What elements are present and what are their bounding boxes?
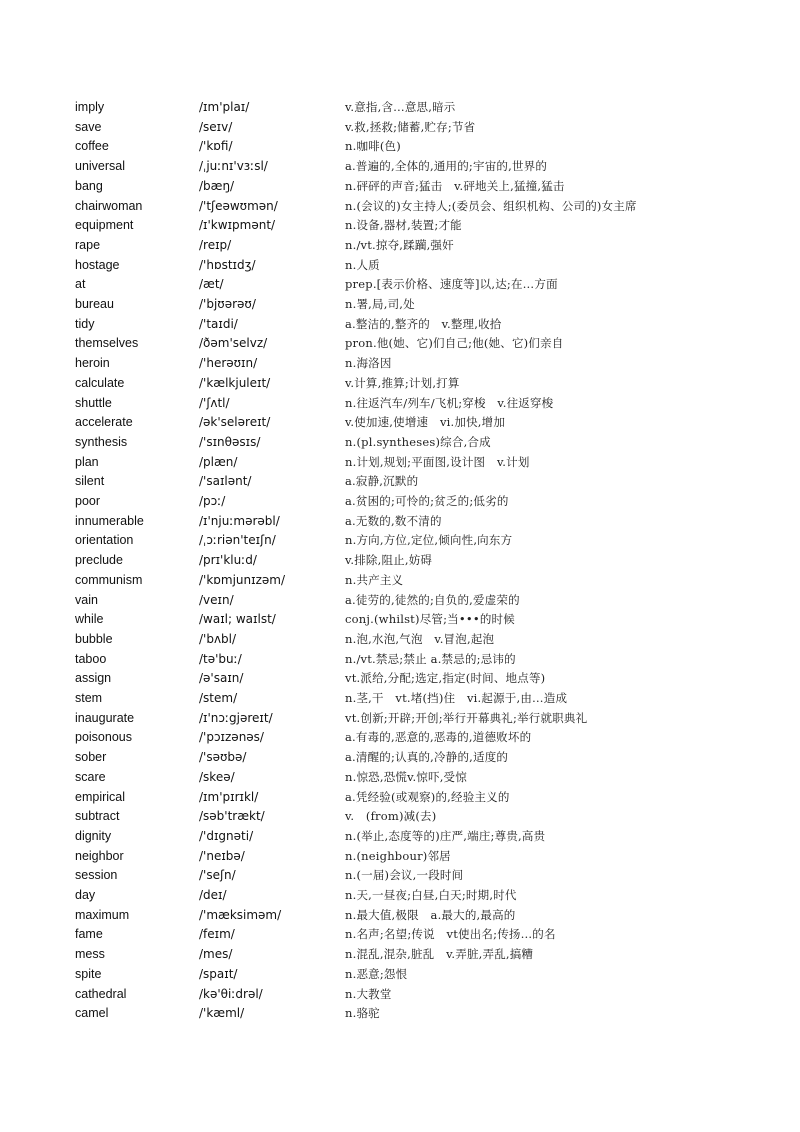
vocab-row bbox=[0, 552, 800, 572]
vocab-row bbox=[0, 513, 800, 533]
vocab-word: empirical bbox=[75, 789, 126, 804]
vocab-phonetic: /prɪ'kluːd/ bbox=[199, 553, 257, 568]
vocab-phonetic: /bæŋ/ bbox=[199, 178, 235, 193]
vocab-definition: n.往返汽车/列车/飞机;穿梭 v.往返穿梭 bbox=[345, 395, 554, 410]
vocab-definition: n.(neighbour)邻居 bbox=[345, 848, 451, 863]
vocab-row bbox=[0, 138, 800, 158]
vocab-definition: n.人质 bbox=[345, 257, 380, 272]
vocab-phonetic: /'kɒfi/ bbox=[199, 139, 233, 154]
vocab-definition: n.茎,干 vt.堵(挡)住 vi.起源于,由…造成 bbox=[345, 691, 568, 705]
vocab-word: themselves bbox=[75, 336, 139, 351]
vocab-phonetic: /'hɒstɪdʒ/ bbox=[199, 257, 256, 272]
vocab-word: universal bbox=[75, 159, 126, 174]
vocab-definition: n.(pl.syntheses)综合,合成 bbox=[345, 434, 491, 449]
vocab-definition: n.咖啡(色) bbox=[345, 139, 401, 154]
vocab-row bbox=[0, 749, 800, 769]
vocab-definition: n.骆驼 bbox=[345, 1006, 380, 1021]
vocab-definition: v.使加速,使增速 vi.加快,增加 bbox=[345, 415, 506, 430]
vocab-word: at bbox=[75, 277, 86, 292]
vocab-word: taboo bbox=[75, 651, 107, 666]
vocab-row bbox=[0, 966, 800, 986]
vocab-row bbox=[0, 926, 800, 946]
vocab-phonetic: /'seʃn/ bbox=[199, 868, 236, 883]
vocab-phonetic: /feɪm/ bbox=[199, 927, 235, 942]
vocab-row bbox=[0, 572, 800, 592]
vocab-row bbox=[0, 651, 800, 671]
vocab-word: tidy bbox=[75, 316, 95, 331]
vocab-word: while bbox=[75, 612, 104, 627]
vocab-phonetic: /tə'buː/ bbox=[199, 651, 242, 666]
vocab-row bbox=[0, 395, 800, 415]
vocab-word: inaugurate bbox=[75, 710, 135, 725]
vocab-definition: vt.派给,分配;选定,指定(时间、地点等) bbox=[345, 671, 546, 686]
vocab-word: bubble bbox=[75, 631, 113, 646]
vocab-row bbox=[0, 99, 800, 119]
vocab-word: plan bbox=[75, 454, 99, 469]
vocab-row bbox=[0, 808, 800, 828]
vocab-row bbox=[0, 434, 800, 454]
vocab-word: vain bbox=[75, 592, 98, 607]
vocab-definition: n.恶意;怨恨 bbox=[345, 966, 408, 981]
vocab-phonetic: /'pɔɪzənəs/ bbox=[199, 730, 264, 745]
vocab-phonetic: /ɪ'nɔːgjəreɪt/ bbox=[199, 710, 273, 725]
vocab-phonetic: /'herəʊɪn/ bbox=[199, 356, 258, 371]
vocab-row bbox=[0, 119, 800, 139]
vocab-phonetic: /'kælkjuleɪt/ bbox=[199, 375, 271, 390]
vocab-definition: v. (from)减(去) bbox=[345, 809, 437, 824]
vocab-word: communism bbox=[75, 572, 143, 587]
vocab-word: subtract bbox=[75, 809, 120, 824]
vocab-phonetic: /plæn/ bbox=[199, 454, 238, 469]
vocab-row bbox=[0, 276, 800, 296]
vocab-word: cathedral bbox=[75, 986, 127, 1001]
vocab-word: stem bbox=[75, 691, 103, 705]
vocab-definition: n.混乱,混杂,脏乱 v.弄脏,弄乱,搞糟 bbox=[345, 947, 534, 962]
vocab-definition: prep.[表示价格、速度等]以,达;在…方面 bbox=[345, 277, 558, 292]
vocab-definition: n.(会议的)女主持人;(委员会、组织机构、公司的)女主席 bbox=[345, 198, 637, 213]
vocab-phonetic: /ˌɔːriən'teɪʃn/ bbox=[199, 533, 276, 548]
vocab-definition: conj.(whilst)尽管;当•••的时候 bbox=[345, 612, 515, 627]
vocab-row bbox=[0, 257, 800, 277]
vocab-row bbox=[0, 887, 800, 907]
vocab-definition: n.共产主义 bbox=[345, 572, 404, 587]
vocab-row bbox=[0, 867, 800, 887]
vocab-definition: n.大教堂 bbox=[345, 986, 392, 1001]
vocab-row bbox=[0, 907, 800, 927]
vocab-phonetic: /'bjʊərəʊ/ bbox=[199, 297, 256, 311]
vocab-word: orientation bbox=[75, 533, 134, 548]
vocab-phonetic: /ðəm'selvz/ bbox=[199, 336, 268, 351]
vocab-phonetic: /ɪ'kwɪpmənt/ bbox=[199, 218, 276, 233]
vocab-row bbox=[0, 493, 800, 513]
vocab-phonetic: /mes/ bbox=[199, 947, 233, 962]
vocab-row bbox=[0, 375, 800, 395]
vocab-word: bang bbox=[75, 178, 103, 193]
vocab-row bbox=[0, 178, 800, 198]
vocab-phonetic: /æt/ bbox=[199, 277, 224, 292]
vocab-phonetic: /ɪm'plaɪ/ bbox=[199, 100, 250, 114]
vocab-definition: n./vt.禁忌;禁止 a.禁忌的;忌讳的 bbox=[345, 651, 516, 666]
vocab-phonetic: /spaɪt/ bbox=[199, 966, 238, 981]
vocab-row bbox=[0, 710, 800, 730]
vocab-definition: a.整洁的,整齐的 v.整理,收拾 bbox=[345, 316, 502, 331]
vocab-row bbox=[0, 611, 800, 631]
vocab-row bbox=[0, 631, 800, 651]
vocab-row bbox=[0, 237, 800, 257]
vocab-phonetic: /'sɪnθəsɪs/ bbox=[199, 434, 261, 449]
vocab-phonetic: /'tʃeəwʊmən/ bbox=[199, 198, 278, 213]
vocab-definition: n.计划,规划;平面图,设计图 v.计划 bbox=[345, 454, 530, 469]
vocab-word: poor bbox=[75, 494, 101, 508]
vocab-phonetic: /'neɪbə/ bbox=[199, 848, 245, 863]
vocab-row bbox=[0, 828, 800, 848]
vocab-definition: n.(一届)会议,一段时间 bbox=[345, 868, 464, 883]
vocab-row bbox=[0, 335, 800, 355]
vocab-definition: n.名声;名望;传说 vt使出名;传扬…的名 bbox=[345, 927, 556, 942]
vocab-phonetic: /ək'seləreɪt/ bbox=[199, 415, 271, 430]
vocab-definition: n.砰砰的声音;猛击 v.砰地关上,猛撞,猛击 bbox=[345, 178, 565, 193]
vocab-row bbox=[0, 532, 800, 552]
vocab-phonetic: /seɪv/ bbox=[199, 119, 233, 134]
vocab-word: sober bbox=[75, 750, 107, 765]
vocab-definition: v.救,拯救;储蓄,贮存;节省 bbox=[345, 119, 476, 134]
vocab-definition: a.清醒的;认真的,冷静的,适度的 bbox=[345, 750, 509, 765]
vocab-phonetic: /'bʌbl/ bbox=[199, 631, 237, 646]
vocab-word: mess bbox=[75, 947, 105, 962]
vocab-definition: a.凭经验(或观察)的,经验主义的 bbox=[345, 789, 510, 804]
vocab-row bbox=[0, 198, 800, 218]
vocab-definition: a.贫困的;可怜的;贫乏的;低劣的 bbox=[345, 494, 509, 508]
vocab-row bbox=[0, 454, 800, 474]
vocab-word: dignity bbox=[75, 828, 112, 843]
vocab-row bbox=[0, 296, 800, 316]
vocab-phonetic: /ə'saɪn/ bbox=[199, 671, 244, 686]
vocab-word: equipment bbox=[75, 218, 134, 233]
vocab-phonetic: /'səʊbə/ bbox=[199, 750, 247, 765]
vocab-definition: pron.他(她、它)们自己;他(她、它)们亲自 bbox=[345, 336, 564, 351]
vocab-word: maximum bbox=[75, 907, 130, 922]
vocab-word: preclude bbox=[75, 553, 123, 568]
vocab-phonetic: /'ʃʌtl/ bbox=[199, 395, 230, 410]
vocab-word: rape bbox=[75, 237, 101, 252]
vocab-word: fame bbox=[75, 927, 103, 942]
vocab-definition: a.普遍的,全体的,通用的;宇宙的,世界的 bbox=[345, 159, 548, 174]
vocab-phonetic: /'kæml/ bbox=[199, 1006, 245, 1021]
vocab-phonetic: /ɪ'njuːmərəbl/ bbox=[199, 513, 280, 528]
vocab-phonetic: /reɪp/ bbox=[199, 237, 232, 252]
vocab-row bbox=[0, 217, 800, 237]
vocab-phonetic: /skeə/ bbox=[199, 769, 235, 784]
vocab-definition: a.无数的,数不清的 bbox=[345, 513, 442, 528]
vocab-word: day bbox=[75, 888, 96, 902]
vocab-definition: n./vt.掠夺,蹂躏,强奸 bbox=[345, 237, 454, 252]
vocab-row bbox=[0, 592, 800, 612]
vocab-word: assign bbox=[75, 671, 112, 686]
vocab-definition: n.设备,器材,装置;才能 bbox=[345, 218, 462, 233]
vocab-word: scare bbox=[75, 769, 106, 784]
vocab-phonetic: /'taɪdi/ bbox=[199, 316, 238, 331]
vocab-word: silent bbox=[75, 474, 105, 489]
vocab-word: poisonous bbox=[75, 730, 132, 745]
vocab-row bbox=[0, 316, 800, 336]
vocab-definition: n.(举止,态度等的)庄严,端庄;尊贵,高贵 bbox=[345, 828, 546, 843]
vocab-phonetic: /ˌjuːnɪ'vɜːsl/ bbox=[199, 159, 268, 174]
vocab-definition: n.惊恐,恐慌v.惊吓,受惊 bbox=[345, 769, 467, 784]
vocab-word: shuttle bbox=[75, 395, 112, 410]
vocab-phonetic: /stem/ bbox=[199, 691, 238, 705]
vocab-definition: n.最大值,极限 a.最大的,最高的 bbox=[345, 907, 516, 922]
vocab-definition: n.署,局,司,处 bbox=[345, 297, 415, 311]
vocab-phonetic: /waɪl; waɪlst/ bbox=[199, 612, 276, 627]
vocab-row bbox=[0, 1005, 800, 1025]
vocab-phonetic: /deɪ/ bbox=[199, 888, 227, 902]
vocab-phonetic: /'dɪgnəti/ bbox=[199, 828, 254, 843]
vocab-phonetic: /'mæksiməm/ bbox=[199, 907, 282, 922]
vocab-word: accelerate bbox=[75, 415, 133, 430]
vocab-definition: a.寂静,沉默的 bbox=[345, 474, 419, 489]
vocab-definition: v.排除,阻止,妨碍 bbox=[345, 553, 433, 568]
vocab-row bbox=[0, 355, 800, 375]
vocab-definition: n.天,一昼夜;白昼,白天;时期,时代 bbox=[345, 888, 517, 902]
vocab-row bbox=[0, 848, 800, 868]
vocab-definition: v.意指,含…意思,暗示 bbox=[345, 100, 456, 114]
vocab-word: coffee bbox=[75, 139, 109, 154]
vocab-word: bureau bbox=[75, 297, 114, 311]
vocab-word: save bbox=[75, 119, 102, 134]
vocab-row bbox=[0, 690, 800, 710]
vocab-definition: a.有毒的,恶意的,恶毒的,道德败坏的 bbox=[345, 730, 532, 745]
vocab-row bbox=[0, 473, 800, 493]
vocab-row bbox=[0, 789, 800, 809]
vocab-definition: vt.创新;开辟;开创;举行开幕典礼;举行就职典礼 bbox=[345, 710, 588, 725]
vocab-word: imply bbox=[75, 100, 105, 114]
vocab-row bbox=[0, 946, 800, 966]
vocab-word: neighbor bbox=[75, 848, 124, 863]
vocab-phonetic: /kə'θiːdrəl/ bbox=[199, 986, 263, 1001]
vocab-word: calculate bbox=[75, 375, 125, 390]
vocab-row bbox=[0, 158, 800, 178]
vocab-row bbox=[0, 986, 800, 1006]
vocab-word: heroin bbox=[75, 356, 110, 371]
vocab-word: synthesis bbox=[75, 434, 128, 449]
vocab-phonetic: /ɪm'pɪrɪkl/ bbox=[199, 789, 259, 804]
vocab-word: camel bbox=[75, 1006, 109, 1021]
vocab-row bbox=[0, 769, 800, 789]
vocab-definition: a.徒劳的,徒然的;自负的,爱虚荣的 bbox=[345, 592, 520, 607]
vocab-definition: n.方向,方位,定位,倾向性,向东方 bbox=[345, 533, 513, 548]
vocab-phonetic: /səb'trækt/ bbox=[199, 809, 265, 824]
vocab-definition: n.泡,水泡,气泡 v.冒泡,起泡 bbox=[345, 631, 495, 646]
vocab-word: hostage bbox=[75, 257, 120, 272]
vocab-definition: n.海洛因 bbox=[345, 356, 392, 371]
vocab-phonetic: /'kɒmjunɪzəm/ bbox=[199, 572, 286, 587]
vocab-row bbox=[0, 670, 800, 690]
vocab-row bbox=[0, 414, 800, 434]
vocab-word: innumerable bbox=[75, 513, 144, 528]
vocab-word: spite bbox=[75, 966, 102, 981]
vocab-word: chairwoman bbox=[75, 198, 143, 213]
vocab-phonetic: /'saɪlənt/ bbox=[199, 474, 252, 489]
vocab-row bbox=[0, 729, 800, 749]
vocab-phonetic: /pɔː/ bbox=[199, 494, 226, 508]
vocab-definition: v.计算,推算;计划,打算 bbox=[345, 375, 460, 390]
vocab-word: session bbox=[75, 868, 118, 883]
vocab-phonetic: /veɪn/ bbox=[199, 592, 234, 607]
